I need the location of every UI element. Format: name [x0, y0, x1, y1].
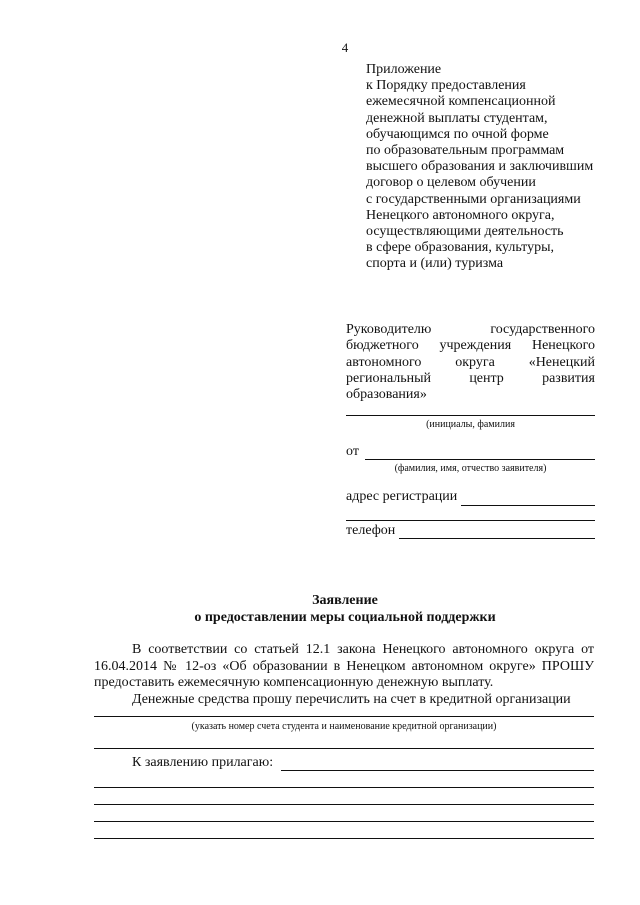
initials-caption: (инициалы, фамилия [426, 419, 515, 431]
phone-row [346, 523, 595, 539]
phone-label: телефон [346, 522, 396, 538]
title-line: Заявление [312, 593, 378, 608]
addressee-word: автономного [346, 354, 422, 370]
page-number: 4 [341, 40, 349, 55]
account-paragraph: Денежные средства прошу перечислить на счет в кредитной организации [132, 691, 571, 707]
attach-field-line[interactable] [94, 804, 594, 805]
appendix-line: Приложение [366, 62, 442, 77]
addressee-word: центр [469, 370, 504, 386]
address-field[interactable] [461, 493, 595, 506]
from-field[interactable] [365, 447, 595, 460]
addressee-line: образования» [346, 387, 427, 403]
appendix-line: ежемесячной компенсационной [366, 94, 556, 110]
addressee-line [346, 371, 595, 387]
addressee-word: «Ненецкий [528, 354, 595, 370]
appendix-line: обучающимся по очной форме [366, 126, 549, 142]
from-caption: (фамилия, имя, отчество заявителя) [394, 463, 547, 475]
addressee-word: Руководителю [346, 322, 432, 337]
account-field[interactable] [94, 716, 594, 717]
statement-paragraph: В соответствии со статьей 12.1 закона Ненецкого автономного округа от 16.04.2014 № 12-оз «Об образовании в Ненецком автономном округе» ПРОШУ предоставить ежемесячную компенсационную денежную выплату. [94, 642, 594, 690]
addressee-line [346, 322, 595, 338]
appendix-line: с государственными организациями [366, 191, 581, 207]
attach-field-line[interactable] [94, 821, 594, 822]
account-field-line2[interactable] [94, 748, 594, 749]
initials-field[interactable] [346, 415, 595, 416]
attach-field[interactable] [281, 758, 594, 771]
address-row [346, 489, 595, 505]
appendix-note [366, 62, 636, 273]
account-caption: (указать номер счета студента и наименование кредитной организации) [191, 721, 497, 732]
appendix-line: высшего образования и заключившим [366, 159, 594, 175]
subtitle-line: о предоставлении меры социальной поддержки [194, 610, 496, 625]
appendix-line: спорта и (или) туризма [366, 256, 504, 272]
document-title [0, 592, 640, 626]
addressee-word: округа [455, 354, 495, 370]
appendix-line: Ненецкого автономного округа, [366, 207, 555, 223]
appendix-line: в сфере образования, культуры, [366, 240, 555, 256]
address-field-line2[interactable] [346, 520, 595, 521]
addressee-word: региональный [346, 370, 432, 386]
from-label: от [346, 443, 359, 459]
appendix-line: по образовательным программам [366, 143, 565, 159]
statement-body [94, 642, 594, 839]
phone-field[interactable] [399, 526, 595, 539]
attach-field-line[interactable] [94, 787, 594, 788]
appendix-line: осуществляющими деятельность [366, 224, 564, 240]
addressee-block [346, 322, 595, 539]
attach-field-line[interactable] [94, 838, 594, 839]
addressee-word: бюджетного [346, 338, 419, 354]
appendix-line: договор о целевом обучении [366, 175, 536, 191]
appendix-line: денежной выплаты студентам, [366, 110, 548, 126]
addressee-word: Ненецкого [531, 338, 595, 354]
from-row [346, 444, 595, 460]
addressee-word: развития [542, 370, 595, 386]
attach-label: К заявлению прилагаю: [132, 754, 274, 770]
addressee-word: государственного [490, 322, 595, 337]
addressee-line [346, 338, 595, 354]
addressee-line [346, 355, 595, 371]
addressee-word: учреждения [439, 338, 512, 354]
appendix-line: к Порядку предоставления [366, 78, 526, 94]
address-label: адрес регистрации [346, 489, 458, 505]
attach-row [94, 755, 594, 772]
